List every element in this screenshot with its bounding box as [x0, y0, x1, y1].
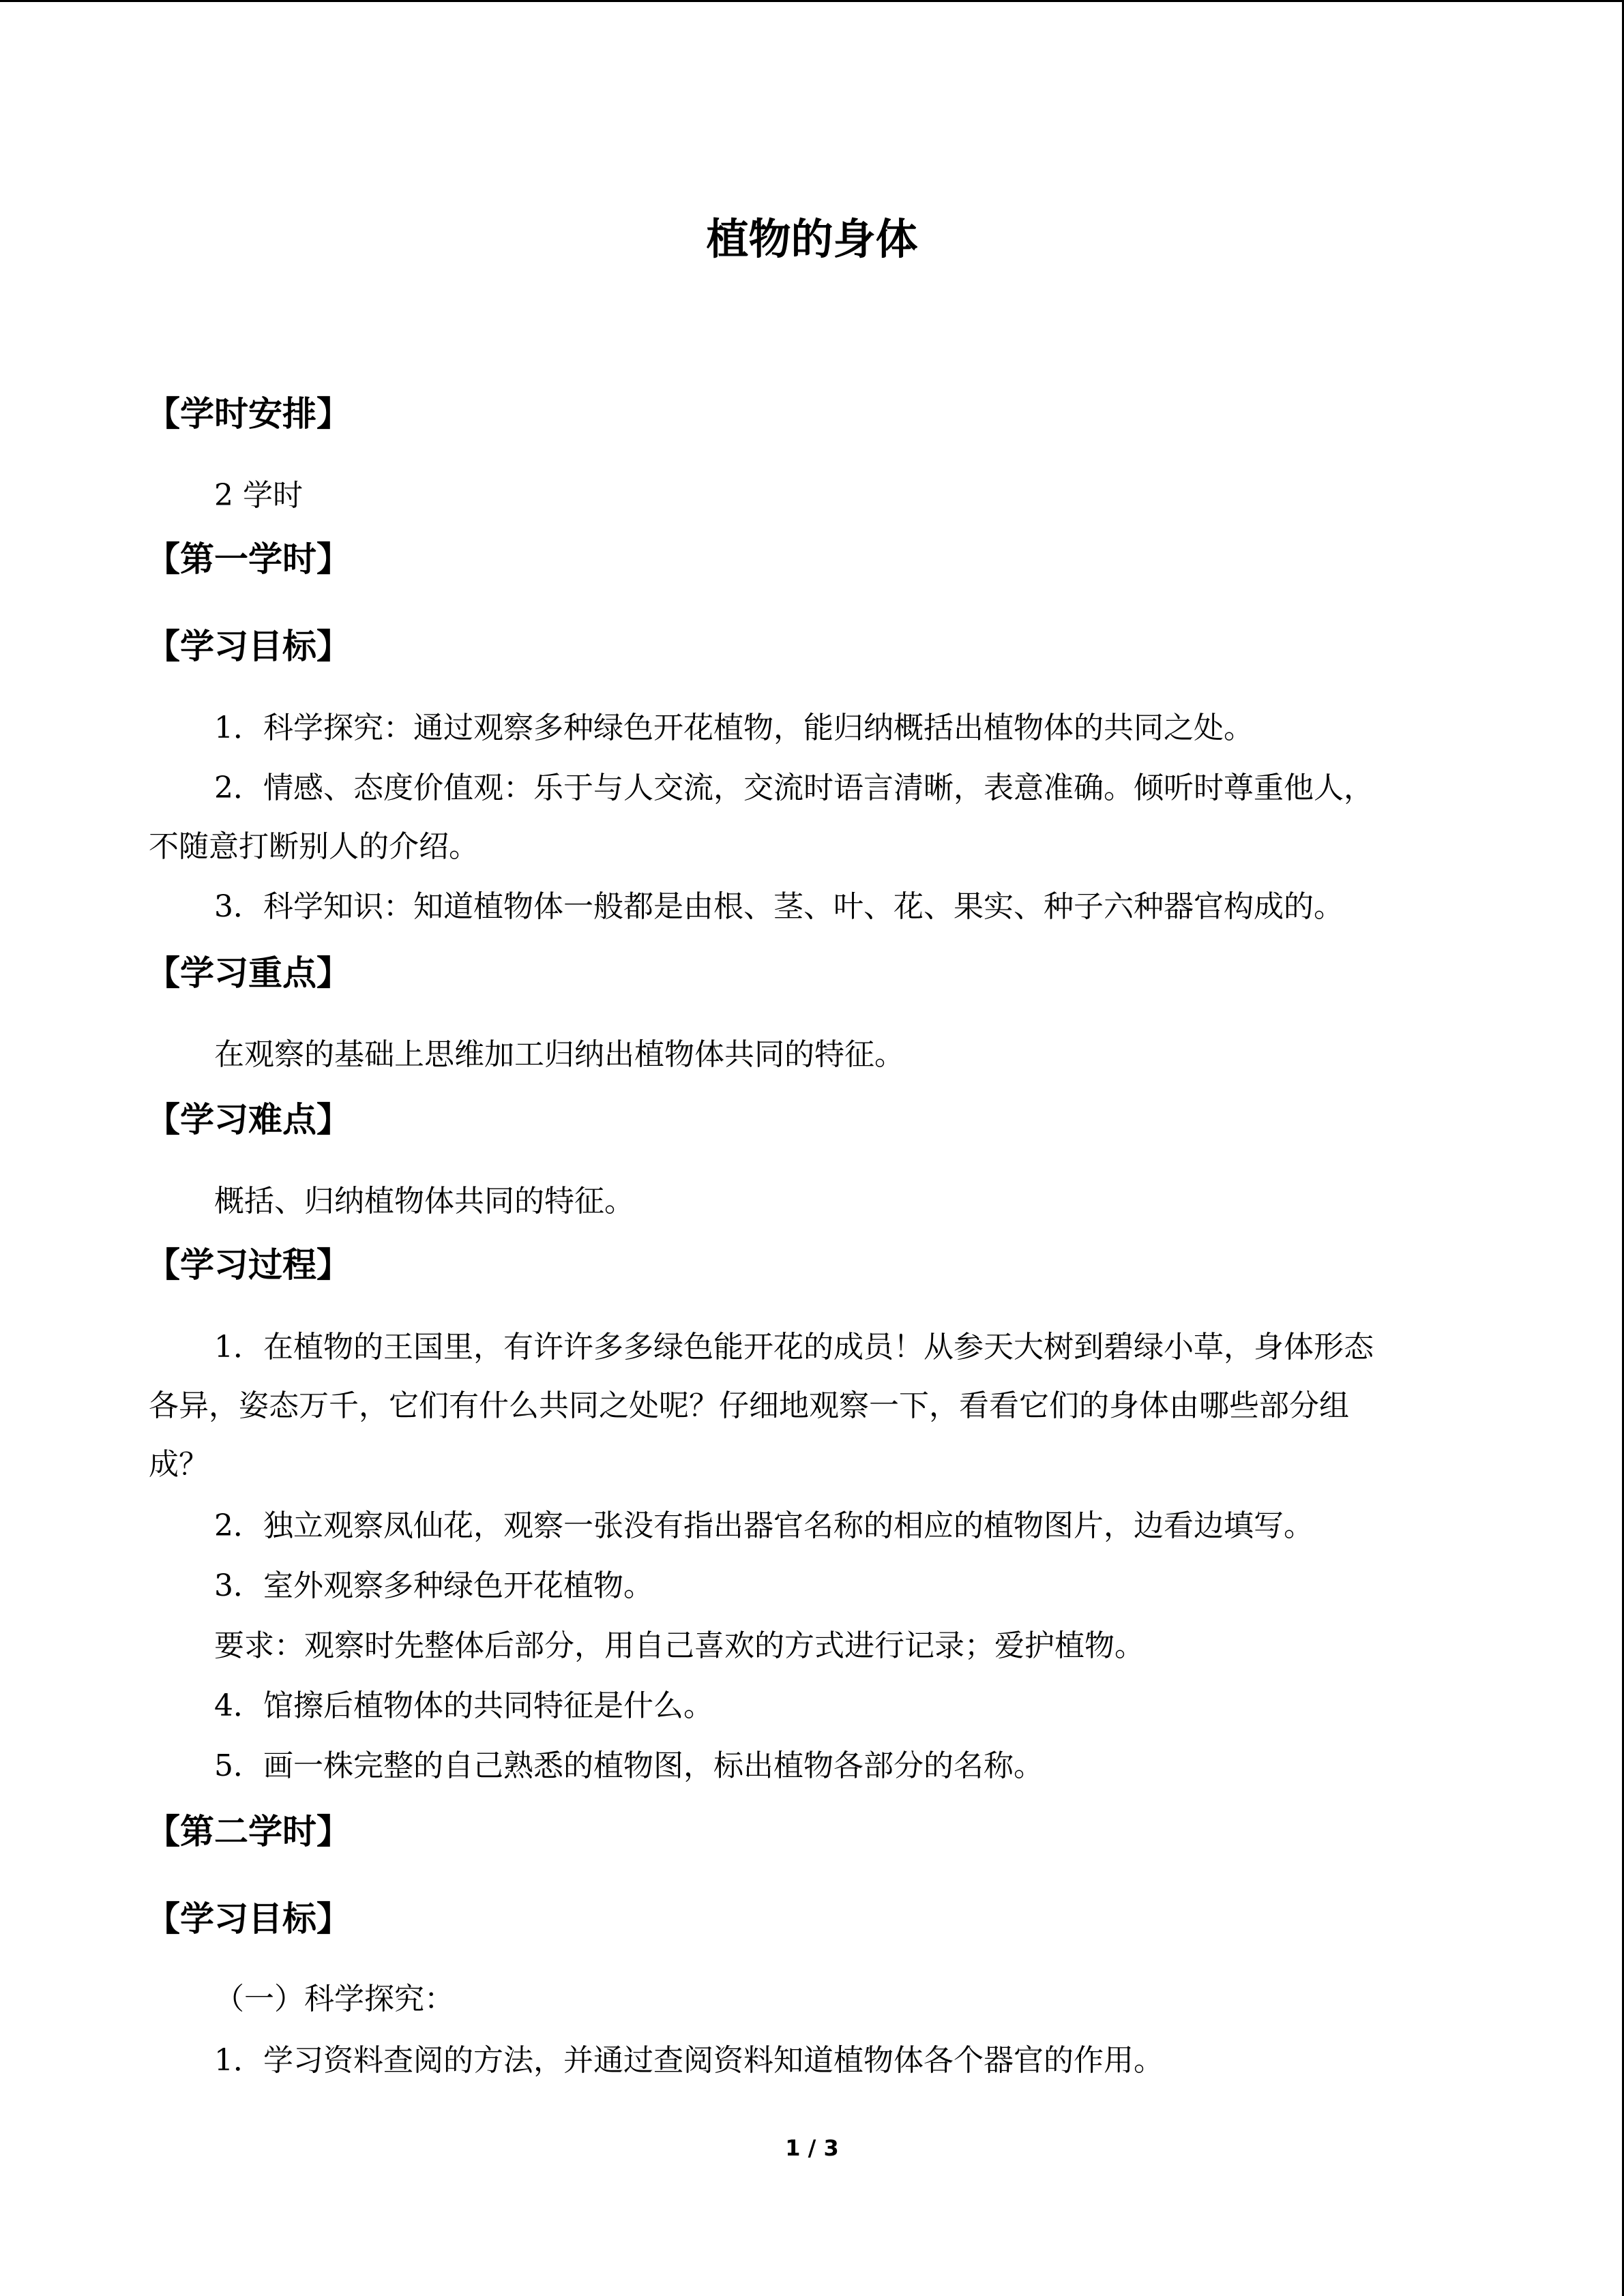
page-number: 1 / 3 — [785, 2135, 839, 2161]
process-step-1-line-2: 各异，姿态万千，它们有什么共同之处呢？仔细地观察一下，看看它们的身体由哪些部分组 — [149, 1388, 1349, 1423]
process-requirement: 要求：观察时先整体后部分，用自己喜欢的方式进行记录；爱护植物。 — [214, 1628, 1145, 1663]
heading-process: 【学习过程】 — [146, 1245, 351, 1285]
key-points-text: 在观察的基础上思维加工归纳出植物体共同的特征。 — [214, 1037, 904, 1072]
heading-lesson-1-goals: 【学习目标】 — [146, 627, 351, 666]
lesson-2-goal-1: 1．学习资料查阅的方法，并通过查阅资料知道植物体各个器官的作用。 — [214, 2043, 1164, 2078]
process-step-3: 3．室外观察多种绿色开花植物。 — [214, 1568, 653, 1603]
process-step-5: 5．画一株完整的自己熟悉的植物图，标出植物各部分的名称。 — [214, 1748, 1044, 1783]
difficulties-text: 概括、归纳植物体共同的特征。 — [214, 1184, 634, 1219]
process-step-1: 1．在植物的王国里，有许许多多绿色能开花的成员！从参天大树到碧绿小草，身体形态 — [214, 1330, 1374, 1365]
lesson-1-goal-2: 2．情感、态度价值观：乐于与人交流，交流时语言清晰，表意准确。倾听时尊重他人， — [214, 771, 1374, 805]
process-step-2: 2．独立观察凤仙花，观察一张没有指出器官名称的相应的植物图片，边看边填写。 — [214, 1508, 1314, 1543]
heading-lesson-2: 【第二学时】 — [146, 1812, 351, 1851]
document-title: 植物的身体 — [706, 214, 918, 264]
schedule-text: 2 学时 — [214, 478, 303, 513]
process-step-1-line-3: 成？ — [149, 1447, 209, 1482]
lesson-1-goal-2-continued: 不随意打断别人的介绍。 — [149, 829, 479, 864]
heading-lesson-2-goals: 【学习目标】 — [146, 1899, 351, 1939]
lesson-2-goal-category: （一）科学探究： — [214, 1982, 454, 2016]
heading-lesson-1: 【第一学时】 — [146, 539, 351, 579]
heading-key-points: 【学习重点】 — [146, 953, 351, 993]
heading-schedule: 【学时安排】 — [146, 394, 351, 434]
page-border-top — [0, 0, 1624, 2]
lesson-1-goal-1: 1．科学探究：通过观察多种绿色开花植物，能归纳概括出植物体的共同之处。 — [214, 711, 1254, 745]
heading-difficulties: 【学习难点】 — [146, 1100, 351, 1139]
lesson-1-goal-3: 3．科学知识：知道植物体一般都是由根、茎、叶、花、果实、种子六种器官构成的。 — [214, 889, 1344, 924]
process-step-4: 4．馆擦后植物体的共同特征是什么。 — [214, 1688, 713, 1723]
